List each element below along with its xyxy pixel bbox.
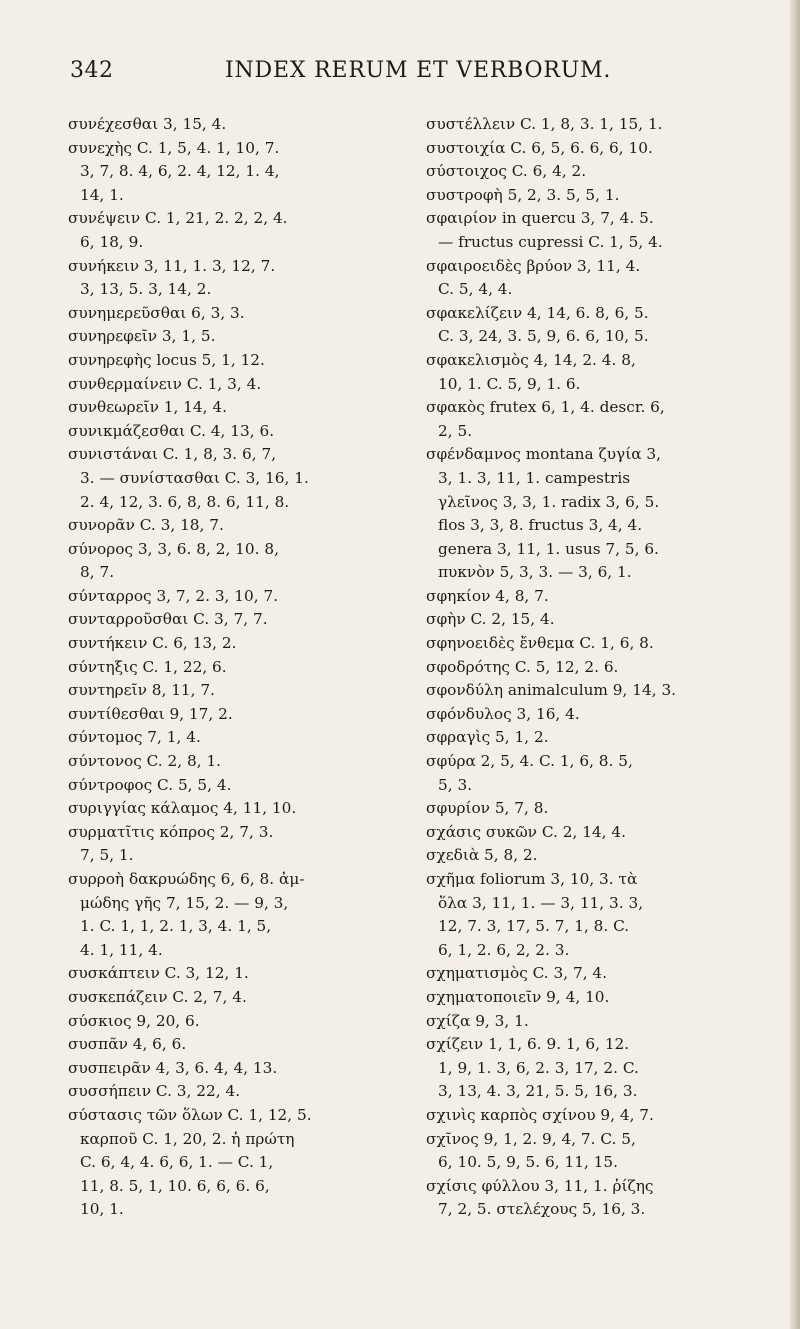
index-entry: σφηνοειδὲς ἔνθεμα C. 1, 6, 8. bbox=[426, 634, 654, 653]
index-entry: σφοδρότης C. 5, 12, 2. 6. bbox=[426, 657, 619, 676]
index-entry: σύστοιχος C. 6, 4, 2. bbox=[426, 162, 587, 181]
index-entry: σχῖνος 9, 1, 2. 9, 4, 7. C. 5, bbox=[426, 1129, 636, 1148]
index-entry-continuation: 1, 9, 1. 3, 6, 2. 3, 17, 2. C. bbox=[438, 1058, 639, 1077]
index-entry: σύντομος 7, 1, 4. bbox=[68, 728, 201, 747]
index-entry: συσκάπτειν C. 3, 12, 1. bbox=[68, 964, 249, 983]
index-entry-continuation: C. 5, 4, 4. bbox=[438, 280, 513, 299]
index-entry: συσπᾶν 4, 6, 6. bbox=[68, 1035, 187, 1054]
index-entry: σφακελισμὸς 4, 14, 2. 4. 8, bbox=[426, 350, 636, 369]
index-entry: σχίζα 9, 3, 1. bbox=[426, 1011, 529, 1030]
index-entry: συνιστάναι C. 1, 8, 3. 6, 7, bbox=[68, 445, 277, 464]
index-entry: σύνορος 3, 3, 6. 8, 2, 10. 8, bbox=[68, 539, 279, 558]
index-entry: σφὴν C. 2, 15, 4. bbox=[426, 610, 555, 629]
index-column-right bbox=[426, 113, 778, 1222]
index-entry: συνορᾶν C. 3, 18, 7. bbox=[68, 516, 224, 535]
index-entry: συντίθεσθαι 9, 17, 2. bbox=[68, 704, 233, 723]
page-header bbox=[0, 58, 800, 94]
index-entry-continuation: μώδης γῆς 7, 15, 2. — 9, 3, bbox=[80, 893, 289, 912]
index-entry-continuation: — fructus cupressi C. 1, 5, 4. bbox=[438, 232, 663, 251]
index-entry: σύσκιος 9, 20, 6. bbox=[68, 1011, 200, 1030]
index-entry-continuation: ὅλα 3, 11, 1. — 3, 11, 3. 3, bbox=[438, 893, 644, 912]
index-entry: σφονδύλη animalculum 9, 14, 3. bbox=[426, 681, 677, 700]
index-entry: συστέλλειν C. 1, 8, 3. 1, 15, 1. bbox=[426, 115, 663, 133]
index-entry: συσπειρᾶν 4, 3, 6. 4, 4, 13. bbox=[68, 1058, 278, 1077]
index-entry-continuation: 7, 5, 1. bbox=[80, 846, 134, 865]
index-entry: συνηρεφεῖν 3, 1, 5. bbox=[68, 327, 216, 346]
index-entry-continuation: 7, 2, 5. στελέχους 5, 16, 3. bbox=[438, 1200, 646, 1219]
index-entry: σχῆμα foliorum 3, 10, 3. τὰ bbox=[426, 870, 638, 888]
index-entry: συριγγίας κάλαμος 4, 11, 10. bbox=[68, 799, 297, 818]
index-entry: συσσήπειν C. 3, 22, 4. bbox=[68, 1082, 241, 1101]
index-entry: σφακελίζειν 4, 14, 6. 8, 6, 5. bbox=[426, 303, 649, 322]
index-entry: σφένδαμνος montana ζυγία 3, bbox=[426, 445, 661, 464]
index-entry: συντηρεῖν 8, 11, 7. bbox=[68, 681, 215, 700]
index-entry: σύντροφος C. 5, 5, 4. bbox=[68, 775, 232, 794]
index-entry-continuation: C. 6, 4, 4. 6, 6, 1. — C. 1, bbox=[80, 1153, 274, 1172]
index-entry: συρματῖτις κόπρος 2, 7, 3. bbox=[68, 822, 274, 841]
index-entry: συνθεωρεῖν 1, 14, 4. bbox=[68, 398, 227, 417]
index-entry-continuation: 4. 1, 11, 4. bbox=[80, 940, 163, 959]
index-entry: συστροφὴ 5, 2, 3. 5, 5, 1. bbox=[426, 185, 620, 204]
index-entry-continuation: 10, 1. bbox=[80, 1200, 124, 1219]
index-entry-continuation: 3, 7, 8. 4, 6, 2. 4, 12, 1. 4, bbox=[80, 162, 280, 181]
index-entry-continuation: καρποῦ C. 1, 20, 2. ἡ πρώτη bbox=[80, 1129, 295, 1148]
index-entry-continuation: 14, 1. bbox=[80, 185, 124, 204]
index-entry-continuation: 2. 4, 12, 3. 6, 8, 8. 6, 11, 8. bbox=[80, 492, 290, 511]
index-entry-continuation: 11, 8. 5, 1, 10. 6, 6, 6. 6, bbox=[80, 1176, 270, 1195]
index-entry: συνήκειν 3, 11, 1. 3, 12, 7. bbox=[68, 256, 276, 275]
index-entry-continuation: 10, 1. C. 5, 9, 1. 6. bbox=[438, 374, 581, 393]
index-entry: σφόνδυλος 3, 16, 4. bbox=[426, 704, 580, 723]
index-entry: σχάσις συκῶν C. 2, 14, 4. bbox=[426, 822, 626, 841]
index-entry: συνέχεσθαι 3, 15, 4. bbox=[68, 115, 227, 133]
index-entry: σφραγὶς 5, 1, 2. bbox=[426, 728, 549, 747]
index-entry-continuation: γλεῖνος 3, 3, 1. radix 3, 6, 5. bbox=[438, 492, 660, 511]
index-entry-continuation: 5, 3. bbox=[438, 775, 473, 794]
index-entry-continuation: flos 3, 3, 8. fructus 3, 4, 4. bbox=[438, 516, 643, 535]
index-entry: σύνταρρος 3, 7, 2. 3, 10, 7. bbox=[68, 586, 279, 605]
index-entry-continuation: 1. C. 1, 1, 2. 1, 3, 4. 1, 5, bbox=[80, 917, 272, 936]
index-entry: σχεδιὰ 5, 8, 2. bbox=[426, 846, 538, 865]
index-entry: συρροὴ δακρυώδης 6, 6, 8. ἀμ- bbox=[68, 870, 305, 888]
index-entry-continuation: 3, 1. 3, 11, 1. campestris bbox=[438, 468, 631, 487]
index-entry-continuation: C. 3, 24, 3. 5, 9, 6. 6, 10, 5. bbox=[438, 327, 649, 346]
index-entry: συνέψειν C. 1, 21, 2. 2, 2, 4. bbox=[68, 209, 288, 228]
index-entry: σύστασις τῶν ὅλων C. 1, 12, 5. bbox=[68, 1105, 312, 1124]
index-entry: σύντονος C. 2, 8, 1. bbox=[68, 752, 222, 771]
index-entry: συνηρεφὴς locus 5, 1, 12. bbox=[68, 350, 265, 369]
index-entry: συνημερεῦσθαι 6, 3, 3. bbox=[68, 303, 245, 322]
index-entry: σφαιροειδὲς βρύον 3, 11, 4. bbox=[426, 256, 641, 275]
index-entry: συσκεπάζειν C. 2, 7, 4. bbox=[68, 987, 247, 1006]
index-entry-continuation: 12, 7. 3, 17, 5. 7, 1, 8. C. bbox=[438, 917, 630, 936]
index-column-left bbox=[68, 113, 390, 1222]
index-entry-continuation: 6, 18, 9. bbox=[80, 232, 144, 251]
index-entry-continuation: 3, 13, 4. 3, 21, 5. 5, 16, 3. bbox=[438, 1082, 638, 1101]
index-entry-continuation: 3. — συνίστασθαι C. 3, 16, 1. bbox=[80, 468, 309, 487]
page-number: 342 bbox=[70, 58, 114, 83]
index-entry: σχηματοποιεῖν 9, 4, 10. bbox=[426, 987, 610, 1006]
index-entry: σύντηξις C. 1, 22, 6. bbox=[68, 657, 227, 676]
index-entry-continuation: 2, 5. bbox=[438, 421, 473, 440]
index-entry: σχίσις φύλλου 3, 11, 1. ῥίζης bbox=[426, 1176, 654, 1195]
page-edge-shadow bbox=[790, 0, 800, 1329]
index-entry-continuation: πυκνὸν 5, 3, 3. — 3, 6, 1. bbox=[438, 563, 632, 582]
index-entry-continuation: 6, 10. 5, 9, 5. 6, 11, 15. bbox=[438, 1153, 618, 1172]
running-head: INDEX RERUM ET VERBORUM. bbox=[225, 58, 612, 83]
index-entry-continuation: genera 3, 11, 1. usus 7, 5, 6. bbox=[438, 539, 659, 558]
index-entry: σφηκίον 4, 8, 7. bbox=[426, 586, 549, 605]
index-entry: σφαιρίον in quercu 3, 7, 4. 5. bbox=[426, 209, 654, 228]
index-entry: συνθερμαίνειν C. 1, 3, 4. bbox=[68, 374, 262, 393]
index-entry: σφυρίον 5, 7, 8. bbox=[426, 799, 549, 818]
index-entry-continuation: 6, 1, 2. 6, 2, 2. 3. bbox=[438, 940, 570, 959]
index-entry: σφακὸς frutex 6, 1, 4. descr. 6, bbox=[426, 398, 665, 417]
index-entry: συνεχὴς C. 1, 5, 4. 1, 10, 7. bbox=[68, 138, 280, 157]
index-entry: συντήκειν C. 6, 13, 2. bbox=[68, 634, 237, 653]
index-entry: συστοιχία C. 6, 5, 6. 6, 6, 10. bbox=[426, 138, 653, 157]
index-entry: σφύρα 2, 5, 4. C. 1, 6, 8. 5, bbox=[426, 752, 633, 771]
index-entry: σχινὶς καρπὸς σχίνου 9, 4, 7. bbox=[426, 1105, 654, 1124]
index-entry: σχίζειν 1, 1, 6. 9. 1, 6, 12. bbox=[426, 1035, 630, 1054]
index-entry: συνταρροῦσθαι C. 3, 7, 7. bbox=[68, 610, 268, 629]
index-entry-continuation: 8, 7. bbox=[80, 563, 115, 582]
index-entry: συνικμάζεσθαι C. 4, 13, 6. bbox=[68, 421, 275, 440]
index-entry: σχηματισμὸς C. 3, 7, 4. bbox=[426, 964, 608, 983]
index-entry-continuation: 3, 13, 5. 3, 14, 2. bbox=[80, 280, 212, 299]
